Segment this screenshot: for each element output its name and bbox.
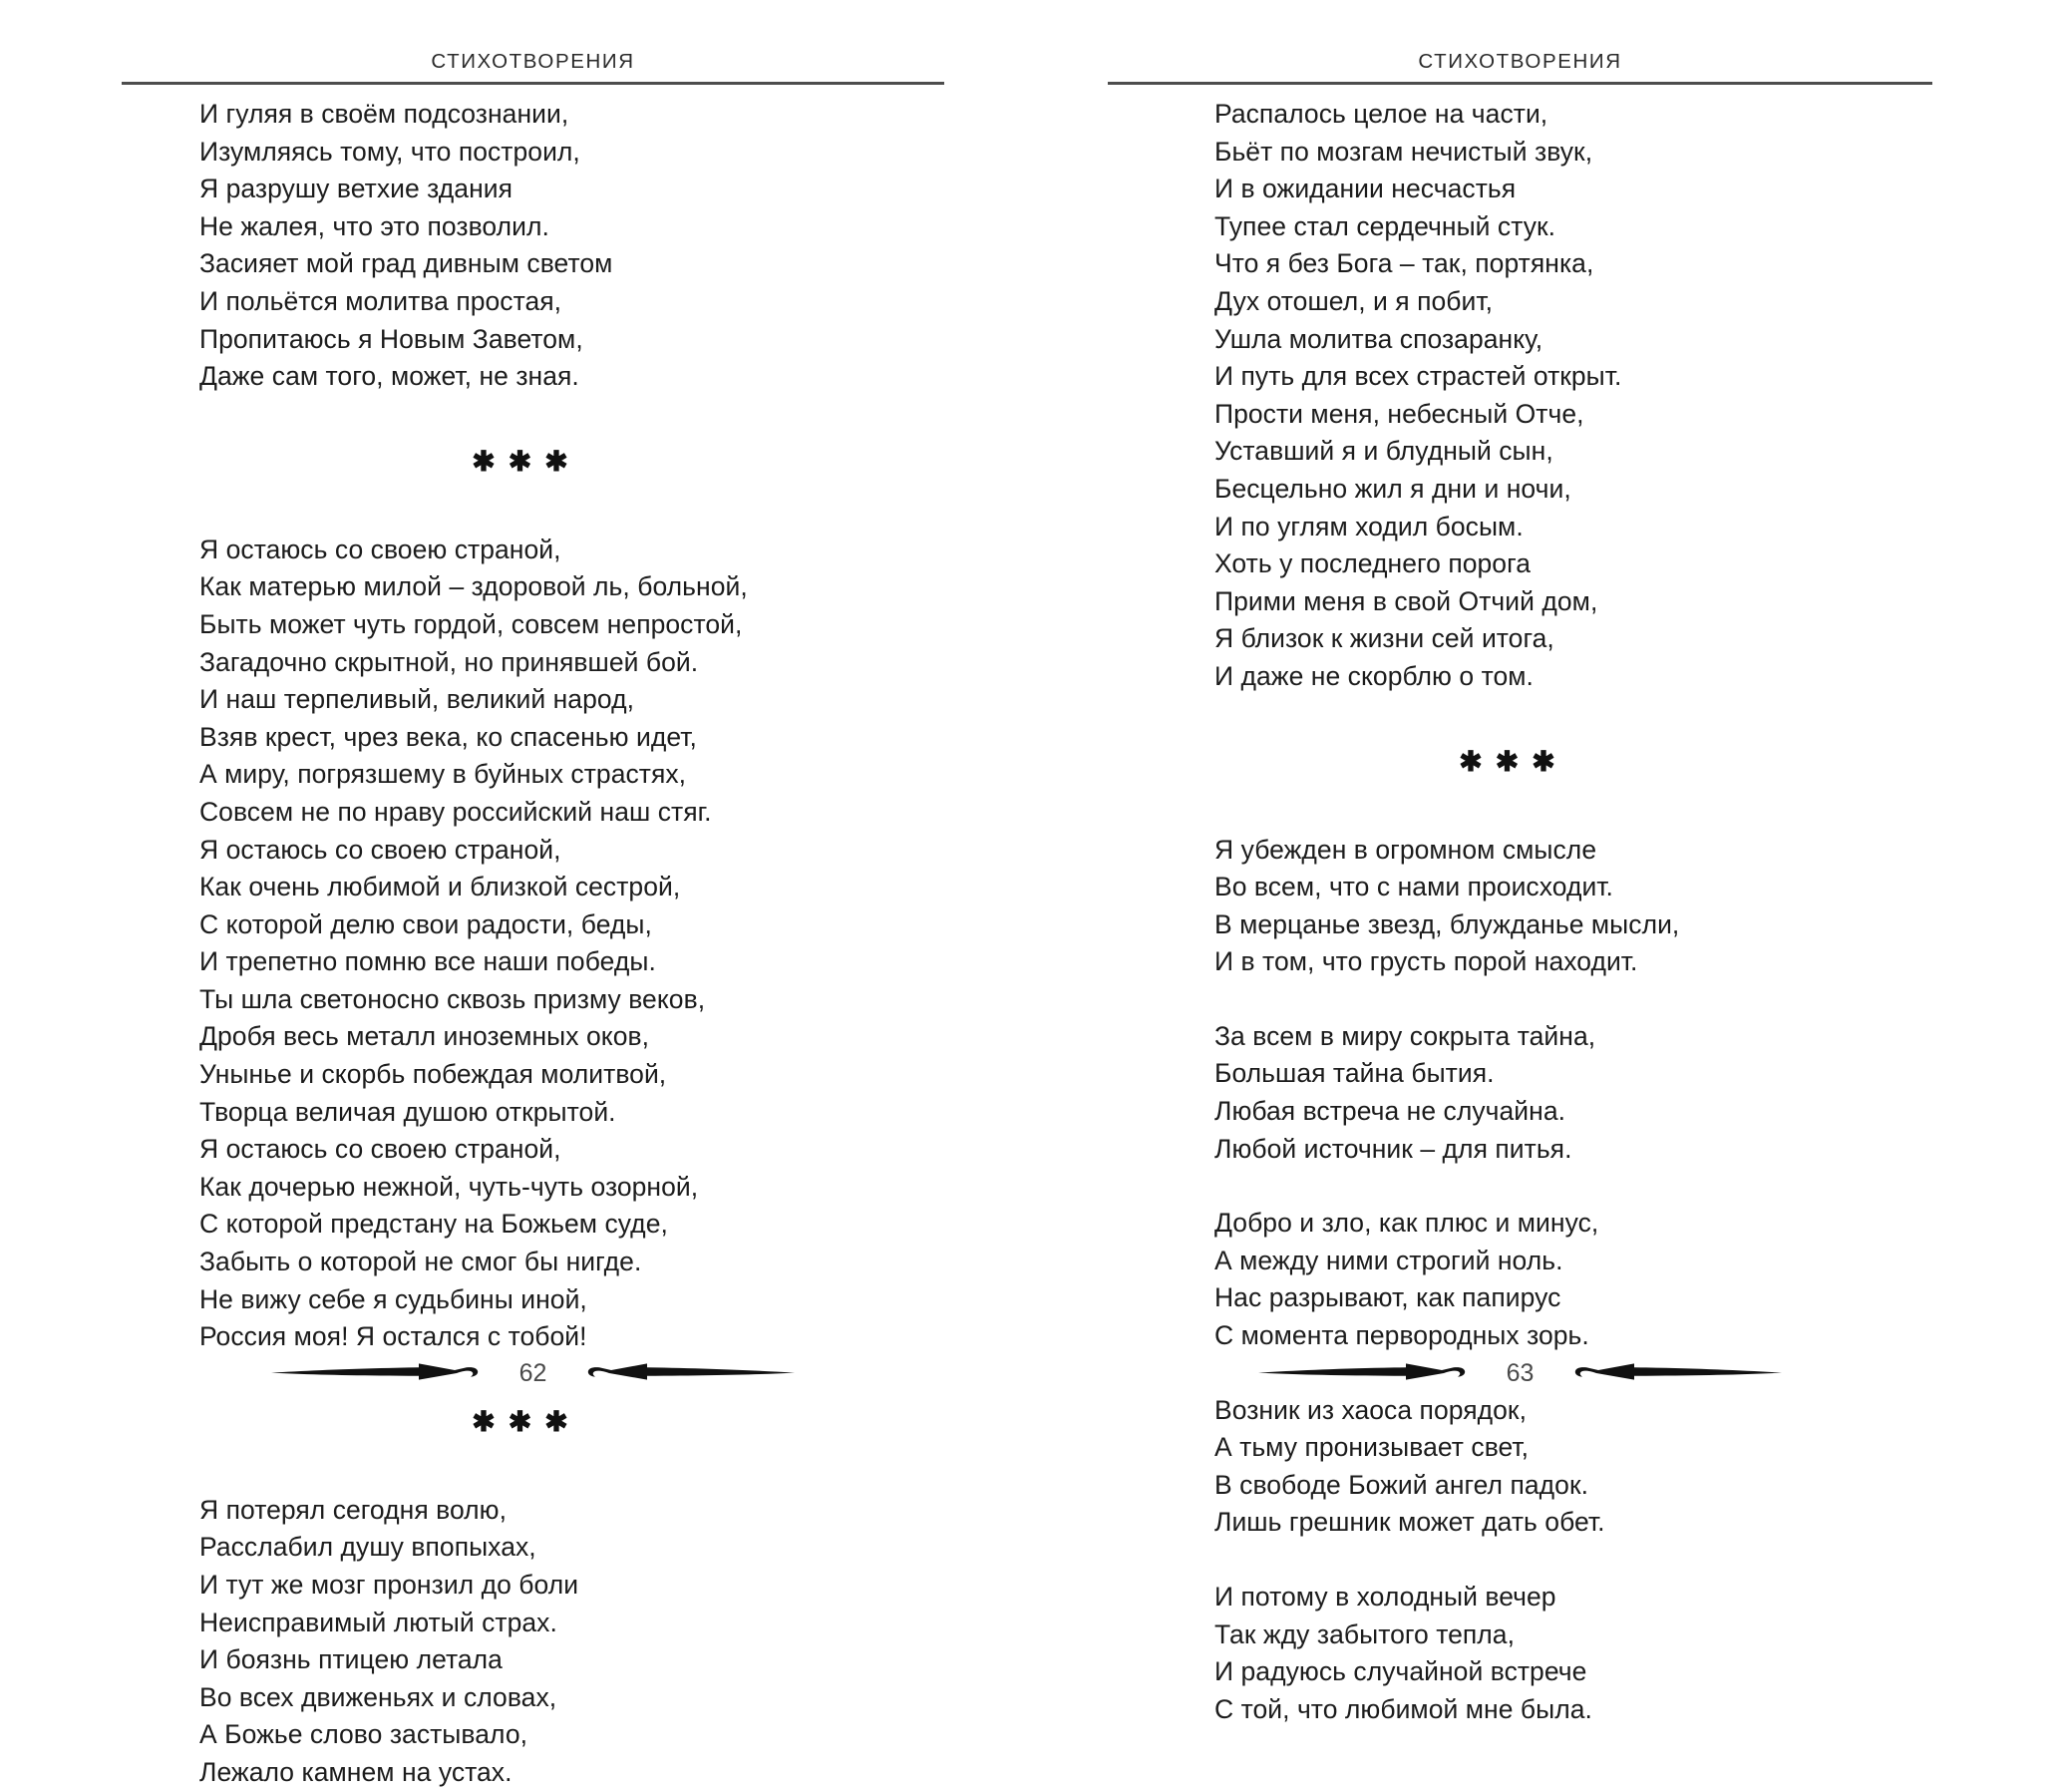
ornament-right-arrow-icon [559,1357,797,1387]
page-right [1026,0,2052,1724]
poem-line: Бьёт по мозгам нечистый звук, [1214,136,1593,167]
header-rule [122,82,944,85]
poem-line: Как матерью милой – здоровой ль, больной, [199,571,748,602]
running-head-right [1108,52,1932,86]
poem-line: А Божье слово застывало, [199,1719,528,1750]
poem-line: И по углям ходил босым. [1214,511,1524,541]
poem-line: Во всем, что с нами происходит. [1214,872,1613,902]
poem-line: И наш терпеливый, великий народ, [199,684,635,715]
stanza [1214,1392,1932,1542]
poem-line: Не жалея, что это позволил. [199,210,549,241]
poem-line: Во всех движеньях и словах, [199,1681,557,1712]
spacer [1214,776,1932,832]
poem-line: Ты шла светоносно сквозь призму веков, [199,983,706,1014]
page-left [0,0,1026,1787]
poem-line: И в том, что грусть порой находит. [1214,946,1638,977]
poem-line: Хоть у последнего порога [1214,548,1532,579]
folio-ornament-group [1256,1357,1785,1387]
poem-line: Неисправимый лютый страх. [199,1607,557,1637]
poem-line: Я остаюсь со своею страной, [199,534,561,564]
stanza [1214,832,1932,981]
poem-line: Засияет мой град дивным светом [199,248,613,279]
poem-line: И радуюсь случайной встрече [1214,1656,1587,1687]
poem-line: И путь для всех страстей открыт. [1214,361,1622,392]
asterisk-separator: ✱✱✱ [1459,745,1568,777]
poem-line: Россия моя! Я остался с тобой! [199,1321,587,1352]
poem-line: И тут же мозг пронзил до боли [199,1570,579,1600]
poem-line: Я убежден в огромном смысле [1214,834,1597,865]
poem-line: Забыть о которой не смог бы нигде. [199,1247,642,1277]
poem-line: Быть может чуть гордой, совсем непростой, [199,608,743,639]
stanza [199,1492,944,1792]
poem-line: Дробя весь металл иноземных оков, [199,1021,650,1052]
poem-line: Прости меня, небесный Отче, [1214,398,1584,429]
poem-line: В свободе Божий ангел падок. [1214,1469,1589,1500]
poem-line: Уставший я и блудный сын, [1214,436,1553,467]
poem-line: Большая тайна бытия. [1214,1058,1495,1089]
poem-line: Расслабил душу впопыхах, [199,1532,536,1563]
poem-line: Унынье и скорбь побеждая молитвой, [199,1059,667,1090]
poem-container-left [122,96,944,1792]
poem-line: А тьму пронизывает свет, [1214,1432,1530,1463]
poem-line: Дух отошел, и я побит, [1214,285,1494,316]
poem [1214,832,1932,1729]
poem-line: Взяв крест, чрез века, ко спасенью идет, [199,721,697,752]
running-head-title: СТИХОТВОРЕНИЯ [431,50,635,73]
poem-line: Не вижу себе я судьбины иной, [199,1283,587,1314]
ornament-left-arrow-icon [1256,1357,1494,1387]
poem [199,532,944,1356]
poem-line: Я разрушу ветхие здания [199,174,513,204]
asterisk-separator: ✱✱✱ [472,1405,581,1437]
poem-container-right [1108,96,1932,1728]
poem-line: Совсем не по нраву российский наш стяг. [199,796,712,827]
poem-line: А между ними строгий ноль. [1214,1245,1563,1275]
poem-line: Лежало камнем на устах. [199,1756,513,1787]
spacer [1214,696,1932,748]
poem-line: А миру, погрязшему в буйных страстях, [199,759,687,790]
stanza [1214,1018,1932,1168]
poem-line: Лишь грешник может дать обет. [1214,1507,1605,1538]
spacer [199,476,944,532]
stanza [199,532,944,1356]
poem [199,1492,944,1792]
poem-line: Изумляясь тому, что построил, [199,136,580,167]
spacer [199,396,944,448]
poem-line: С момента первородных зорь. [1214,1320,1589,1351]
poem-line: И даже не скорблю о том. [1214,660,1534,691]
poem-line: Я близок к жизни сей итога, [1214,623,1554,654]
poem-line: Творца величая душою открытой. [199,1096,616,1127]
poem-line: Тупее стал сердечный стук. [1214,210,1556,241]
poem-line: За всем в миру сокрыта тайна, [1214,1020,1596,1051]
poem-line: И потому в холодный вечер [1214,1582,1556,1612]
poem-line: Пропитаюсь я Новым Заветом, [199,323,583,354]
poem-line: Как очень любимой и близкой сестрой, [199,872,681,902]
poem-line: Любая встреча не случайна. [1214,1096,1566,1127]
poem-line: И трепетно помню все наши победы. [199,946,656,977]
running-head-title: СТИХОТВОРЕНИЯ [1418,50,1622,73]
folio-left [122,1350,944,1394]
poem-line: Распалось целое на части, [1214,99,1548,129]
poem-line: Так жду забытого тепла, [1214,1618,1516,1649]
ornament-left-arrow-icon [269,1357,507,1387]
asterisk-separator: ✱✱✱ [472,445,581,477]
poem-line: Загадочно скрытной, но принявшей бой. [199,646,699,677]
poem-line: Ушла молитва спозаранку, [1214,323,1543,354]
poem-line: С той, что любимой мне была. [1214,1693,1592,1724]
stanza [1214,1205,1932,1354]
poem-line: Как дочерью нежной, чуть-чуть озорной, [199,1171,699,1202]
poem-line: Любой источник – для питья. [1214,1133,1572,1164]
folio-right [1108,1350,1932,1394]
poem-line: Добро и зло, как плюс и минус, [1214,1208,1599,1239]
poem-line: Я потерял сегодня волю, [199,1494,508,1525]
poem-line: Что я без Бога – так, портянка, [1214,248,1594,279]
ornament-right-arrow-icon [1546,1357,1784,1387]
spacer [199,1436,944,1492]
poem-line: Нас разрывают, как папирус [1214,1282,1561,1313]
poem-line: Возник из хаоса порядок, [1214,1394,1527,1425]
poem-line: И боязнь птицею летала [199,1644,503,1675]
page-number: 62 [518,1358,547,1387]
stanza [1214,1579,1932,1728]
header-rule [1108,82,1932,85]
running-head-left [122,52,944,86]
poem-line: Бесцельно жил я дни и ночи, [1214,473,1571,504]
poem-line: С которой предстану на Божьем суде, [199,1209,668,1240]
poem [199,96,944,396]
poem-line: И гуляя в своём подсознании, [199,99,569,129]
folio-ornament-group [269,1357,798,1387]
page-number: 63 [1506,1358,1535,1387]
poem-line: И польётся молитва простая, [199,285,562,316]
poem-line: Я остаюсь со своею страной, [199,834,561,865]
stanza [199,96,944,396]
poem-line: С которой делю свои радости, беды, [199,908,652,939]
poem-line: В мерцанье звезд, блужданье мысли, [1214,908,1680,939]
poem-line: И в ожидании несчастья [1214,174,1517,204]
poem-line: Прими меня в свой Отчий дом, [1214,585,1598,616]
poem [1214,96,1932,696]
stanza [1214,96,1932,696]
poem-line: Даже сам того, может, не зная. [199,361,579,392]
poem-line: Я остаюсь со своею страной, [199,1134,561,1165]
